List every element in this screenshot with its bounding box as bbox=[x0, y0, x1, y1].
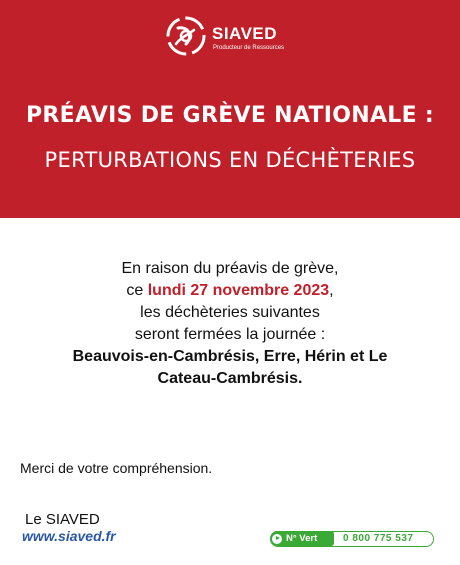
green-number-badge bbox=[270, 531, 334, 546]
phone-number: 0 800 775 537 bbox=[343, 533, 414, 544]
strike-date: lundi 27 novembre 2023 bbox=[147, 282, 330, 299]
website-link[interactable]: www.siaved.fr bbox=[22, 528, 116, 544]
brand-name: SIAVED bbox=[212, 24, 278, 43]
thanks-text: Merci de votre compréhension. bbox=[20, 460, 213, 476]
message-date-suffix: , bbox=[329, 282, 334, 299]
siaved-logo bbox=[166, 16, 296, 58]
closed-sites-line: Cateau-Cambrésis. bbox=[157, 370, 303, 387]
message-date-line bbox=[20, 280, 440, 302]
announcement-message bbox=[20, 258, 440, 390]
message-date-prefix: ce bbox=[126, 282, 148, 299]
brand-tagline: Producteur de Ressources bbox=[213, 45, 285, 51]
green-number-box[interactable] bbox=[270, 531, 434, 547]
header-banner bbox=[0, 0, 460, 218]
green-number-label: N° Vert bbox=[286, 533, 318, 544]
headline-subtitle: PERTURBATIONS EN DÉCHÈTERIES bbox=[44, 148, 416, 172]
siaved-logo-icon bbox=[166, 16, 206, 56]
play-arrow-icon bbox=[272, 534, 282, 544]
message-line: seront fermées la journée : bbox=[134, 326, 326, 343]
message-line: En raison du préavis de grève, bbox=[121, 260, 339, 277]
message-line: les déchèteries suivantes bbox=[140, 304, 320, 321]
closed-sites-line: Beauvois-en-Cambrésis, Erre, Hérin et Le bbox=[72, 348, 388, 365]
signature: Le SIAVED bbox=[25, 511, 100, 528]
headline-title: PRÉAVIS DE GRÈVE NATIONALE : bbox=[26, 103, 434, 128]
